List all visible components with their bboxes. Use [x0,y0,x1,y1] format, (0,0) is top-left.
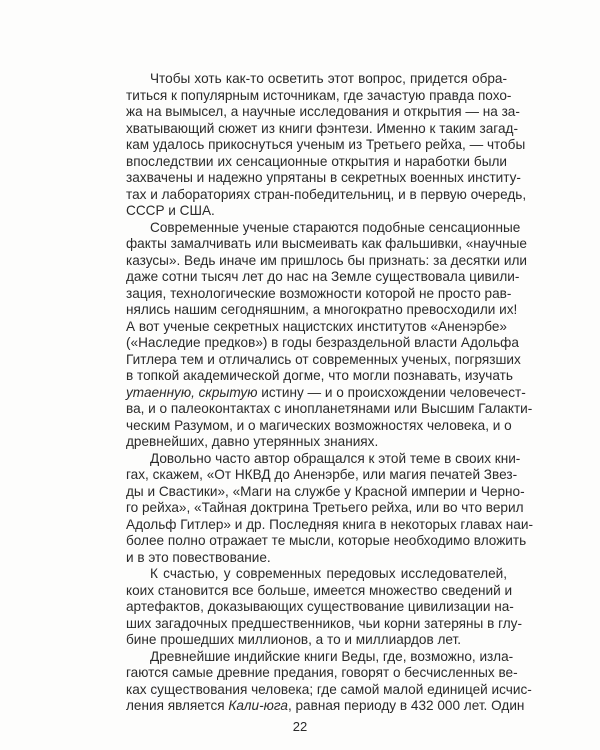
text-segment: Современные ученые стараются подобные сенсационные [150,219,521,235]
text-segment: жа на вымысел, а научные исследования и открытия — на за- [126,104,520,119]
text-segment: ды и Свастики», «Маги на службе у Красной империи и Черно- [126,483,525,499]
text-segment: гах, скажем, «От НКВД до Аненэрбе, или магия печатей Звез- [126,467,518,482]
text-line [126,71,507,88]
italic-text: утаенную, скрытую [126,384,258,400]
paragraph [126,219,533,451]
text-segment: ва, и о палеоконтактах с инопланетянами или Высшим Галакти- [126,401,533,416]
text-segment: впоследствии их сенсационные открытия и наработки были [126,153,507,169]
text-line [126,104,520,121]
text-segment: истину — и о происхождении человечест- [257,384,526,400]
text-line [126,417,512,435]
text-segment: Адольф Гитлер» и др. Последняя книга в некоторых главах наи- [126,516,533,532]
text-segment: более полно отражает те мысли, которые необходимо вложить [126,533,527,548]
text-segment: казусы». Ведь иначе им пришлось бы признать: за десятки или [126,252,527,268]
text-line [126,219,521,237]
text-segment: А вот ученые секретных нацистских институтов «Аненэрбе» [126,318,507,334]
text-segment: Гитлера тем и отличались от современных ученых, погрязших [126,351,521,367]
text-segment: бине прошедших миллионов, а то и миллиардов лет. [126,632,462,647]
text-line [126,550,507,567]
text-line [126,302,518,319]
text-segment: ческим Разумом, и о магических возможностях человека, и о [126,417,512,433]
text-segment: го рейха», «Тайная доктрина Третьего рейха, или во что верил [126,500,524,515]
paragraph [126,648,532,715]
text-line [126,368,513,385]
text-line [126,154,507,171]
text-line [126,698,525,715]
text-line [126,483,525,501]
text-segment: ления является [126,698,229,713]
text-line [126,681,532,699]
text-line [126,500,524,517]
text-segment: и в это повествование. [126,549,271,565]
text-line [126,137,526,154]
paragraph [126,450,533,567]
paragraph [126,71,527,220]
text-segment: Чтобы хоть как-то осветить этот вопрос, придется обра- [150,71,507,86]
text-segment: артефактов, доказывающих существование цивилизации на- [126,599,514,614]
body-text [126,71,533,715]
italic-text: Кали-юга [228,698,288,713]
text-line [126,450,521,468]
text-segment: нялись нашим сегодняшним, а многократно превосходили их! [126,302,518,317]
text-line [126,434,507,451]
text-line [126,582,513,600]
text-line [126,87,512,105]
text-line [126,120,518,138]
text-segment: титься к популярным источникам, где зачастую правда похо- [126,87,512,103]
text-line [126,615,522,633]
text-segment: древнейших, давно утерянных знаниях. [126,434,379,449]
text-segment: Довольно часто автор обращался к этой теме в своих кни- [150,450,521,466]
text-line [126,632,507,649]
text-line [126,516,533,534]
text-line [126,384,526,402]
text-segment: гаются самые древние предания, говорят о бесчисленных ве- [126,665,518,680]
text-line [126,335,519,352]
page-number: 22 [292,719,308,734]
text-segment: зация, технологические возможности которой не просто рав- [126,285,512,301]
text-line [126,170,521,187]
text-line [126,236,527,253]
text-segment: ших загадочных предшественников, чьи корни затеряны в глу- [126,615,522,631]
text-line [126,203,507,220]
text-line [126,186,527,204]
text-line [126,599,514,616]
text-segment: захвачены и надежно упрятаны в секретных военных институ- [126,170,521,185]
text-line [126,319,507,336]
text-segment: («Наследие предков») в годы безраздельной власти Адольфа [126,335,519,350]
text-line [126,269,520,286]
text-segment: факты замалчивать или высмеивать как фальшивки, «научные [126,236,527,251]
text-line [126,401,533,418]
text-line [126,467,518,484]
text-segment: ках существования человека; где самой малой единицей исчис- [126,681,532,697]
text-line [126,285,512,303]
text-line [126,648,514,666]
text-line [126,533,527,550]
text-segment: , равная периоду в 432 000 лет. Один [287,698,525,713]
text-segment: СССР и США. [126,203,215,218]
text-segment: К счастью, у современных передовых исследователей, [150,566,507,581]
text-segment: хватывающий сюжет из книги фэнтези. Именно к таким загад- [126,120,518,136]
text-segment: даже сотни тысяч лет до нас на Земле существовала цивили- [126,269,520,284]
text-line [126,351,521,369]
text-line [126,566,507,583]
text-segment: в топкой академической догме, что могли познавать, изучать [126,368,513,383]
text-line [126,665,518,682]
text-segment: коих становится все больше, имеется множество сведений и [126,582,513,598]
text-line [126,252,527,270]
text-segment: Древнейшие индийские книги Веды, где, возможно, изла- [150,648,514,664]
text-segment: кам удалось прикоснуться ученым из Третьего рейха, — чтобы [126,137,526,152]
paragraph [126,566,522,649]
text-segment: тах и лабораториях стран-победительниц, и в первую очередь, [126,186,527,202]
